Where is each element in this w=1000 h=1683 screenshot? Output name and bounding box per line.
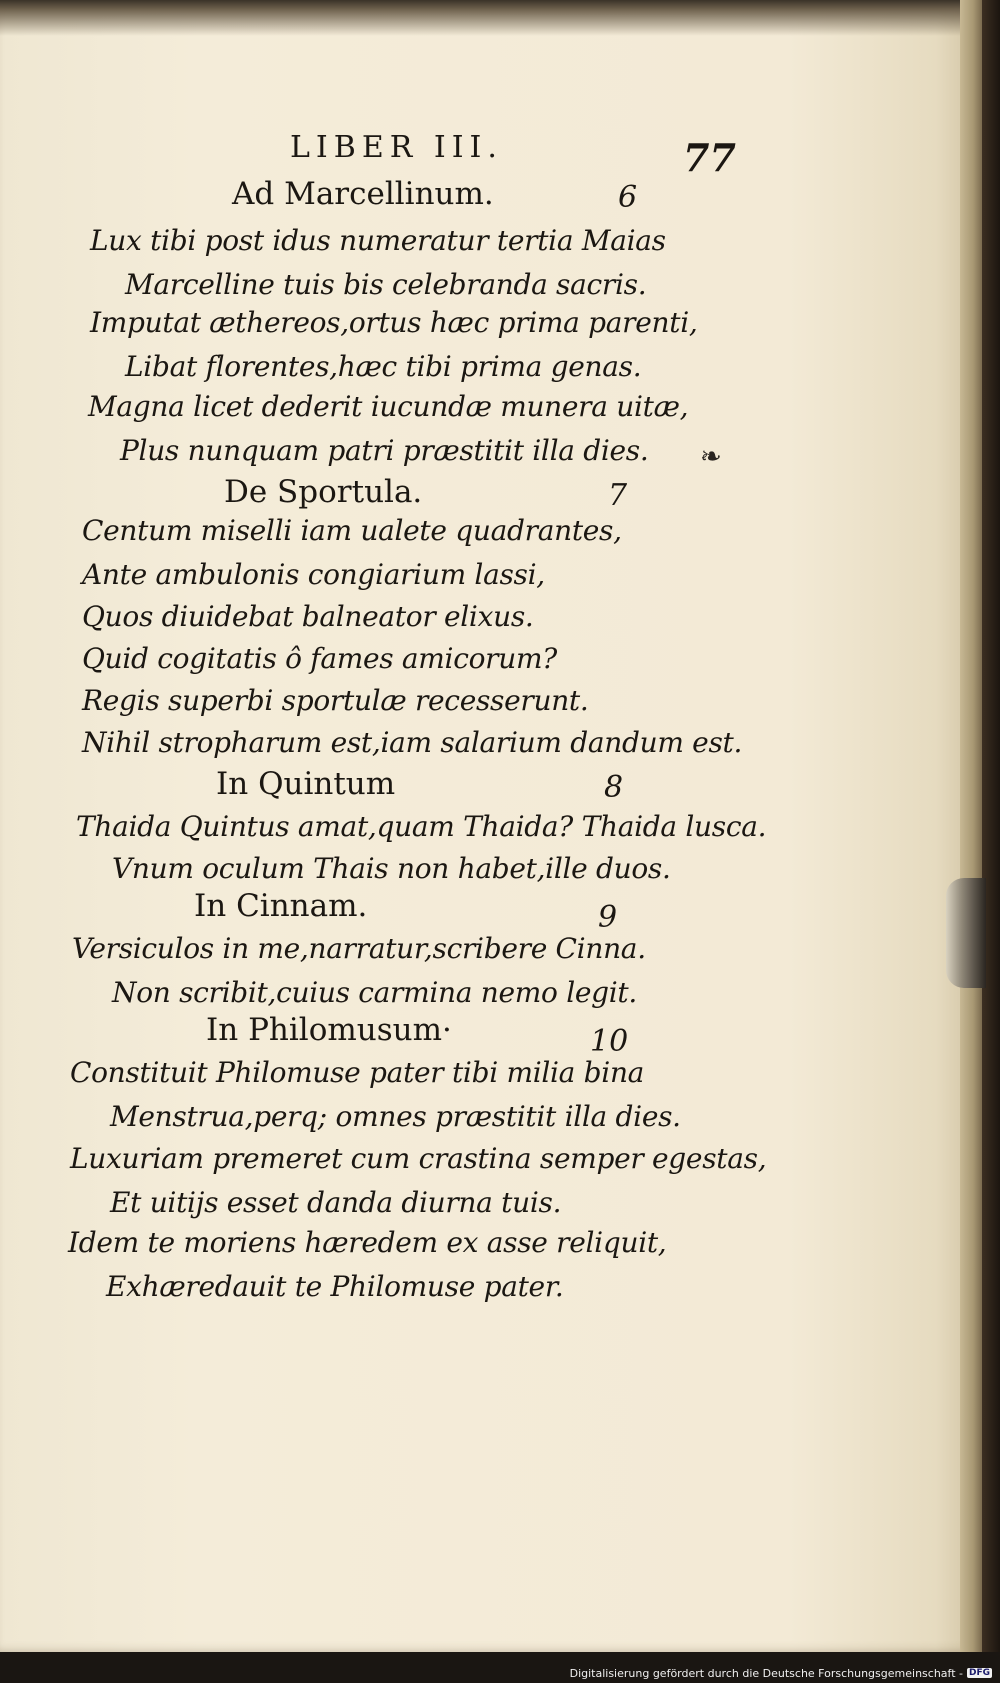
verse-line: Magna licet dederit iucundæ munera uitæ,: [88, 390, 689, 423]
verse-line: Idem te moriens hæredem ex asse reliquit,: [68, 1226, 667, 1259]
fleuron-icon: ❧: [700, 442, 722, 472]
epigram-title: In Cinnam.: [194, 888, 368, 924]
epigram-title: In Philomusum·: [206, 1012, 452, 1048]
page-top-shadow: [0, 0, 985, 36]
running-head: LIBER III.: [290, 130, 503, 165]
digitization-credit: [570, 1665, 992, 1681]
verse-line: Thaida Quintus amat,quam Thaida? Thaida lusca.: [76, 810, 767, 843]
verse-line: Lux tibi post idus numeratur tertia Maias: [90, 224, 666, 257]
page-edge-strip: [960, 0, 982, 1652]
epigram-number: 7: [608, 478, 628, 513]
epigram-number: 6: [618, 180, 638, 215]
verse-line: Versiculos in me,narratur,scribere Cinna.: [72, 932, 646, 965]
epigram-number: 8: [604, 770, 624, 805]
verse-line: Centum miselli iam ualete quadrantes,: [82, 514, 622, 547]
dfg-logo: DFG: [968, 1668, 990, 1678]
verse-line: Quos diuidebat balneator elixus.: [82, 600, 534, 633]
verse-line: Vnum oculum Thais non habet,ille duos.: [112, 852, 671, 885]
verse-line: Regis superbi sportulæ recesserunt.: [82, 684, 589, 717]
verse-line: Marcelline tuis bis celebranda sacris.: [125, 268, 647, 301]
verse-line: Exhæredauit te Philomuse pater.: [106, 1270, 564, 1303]
verse-line: Constituit Philomuse pater tibi milia bina: [70, 1056, 645, 1089]
thumb-tab: [946, 878, 986, 988]
verse-line: Menstrua,perq; omnes præstitit illa dies.: [110, 1100, 681, 1133]
epigram-title: Ad Marcellinum.: [232, 176, 494, 212]
verse-line: Luxuriam premeret cum crastina semper egestas,: [70, 1142, 767, 1175]
verse-line: Imputat æthereos,ortus hæc prima parenti,: [90, 306, 698, 339]
page-number: 77: [683, 135, 736, 180]
verse-line: Plus nunquam patri præstitit illa dies.: [120, 434, 649, 467]
epigram-title: De Sportula.: [224, 474, 423, 510]
credit-text: Digitalisierung gefördert durch die Deutsche Forschungsgemeinschaft -: [569, 1666, 963, 1680]
verse-line: Quid cogitatis ô fames amicorum?: [82, 642, 557, 675]
book-binding: [982, 0, 1000, 1683]
verse-line: Ante ambulonis congiarium lassi,: [82, 558, 545, 591]
verse-line: Libat florentes,hæc tibi prima genas.: [125, 350, 642, 383]
verse-line: Non scribit,cuius carmina nemo legit.: [112, 976, 637, 1009]
epigram-title: In Quintum: [216, 766, 396, 802]
verse-line: Et uitijs esset danda diurna tuis.: [110, 1186, 562, 1219]
verse-line: Nihil stropharum est,iam salarium dandum est.: [82, 726, 743, 759]
epigram-number: 9: [598, 900, 618, 935]
epigram-number: 10: [590, 1024, 629, 1059]
